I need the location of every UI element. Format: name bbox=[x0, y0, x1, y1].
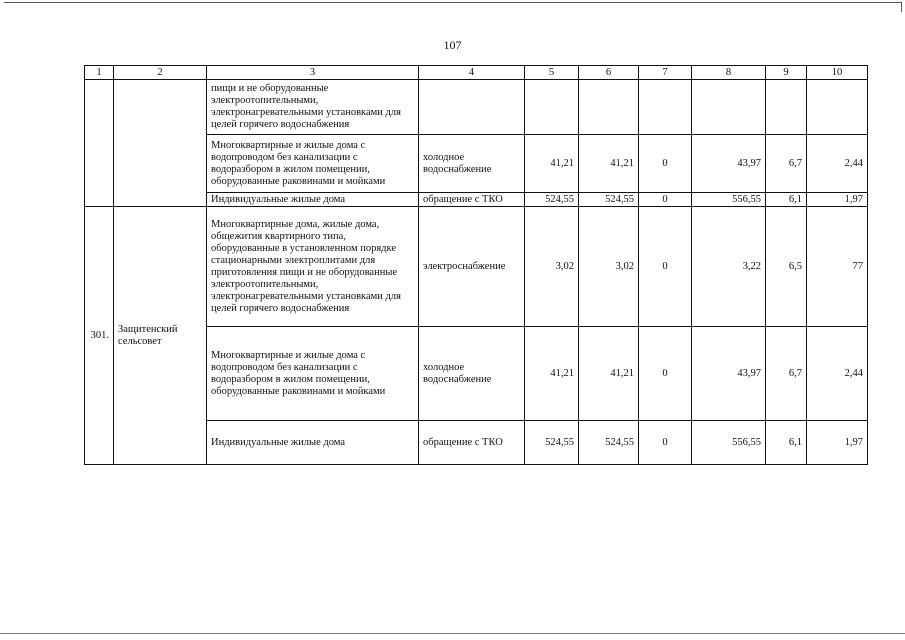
service-cell: холодное водоснабжение bbox=[419, 327, 525, 421]
value-cell bbox=[766, 80, 807, 135]
value-cell: 41,21 bbox=[525, 135, 579, 193]
value-cell: 3,22 bbox=[692, 207, 766, 327]
value-cell bbox=[579, 80, 639, 135]
value-cell: 1,97 bbox=[807, 421, 868, 465]
value-cell: 0 bbox=[639, 207, 692, 327]
value-cell: 43,97 bbox=[692, 135, 766, 193]
value-cell bbox=[807, 80, 868, 135]
header-cell: 2 bbox=[114, 66, 207, 80]
value-cell: 524,55 bbox=[579, 421, 639, 465]
value-cell: 6,7 bbox=[766, 327, 807, 421]
description-cell: пищи и не оборудованные электроотопительными, электронагревательными установками для целей горячего водоснабжения bbox=[207, 80, 419, 135]
settlement-cell-empty bbox=[114, 80, 207, 207]
value-cell: 556,55 bbox=[692, 421, 766, 465]
header-cell: 10 bbox=[807, 66, 868, 80]
value-cell: 3,02 bbox=[525, 207, 579, 327]
value-cell: 43,97 bbox=[692, 327, 766, 421]
value-cell: 3,02 bbox=[579, 207, 639, 327]
service-cell: обращение с ТКО bbox=[419, 193, 525, 207]
value-cell: 0 bbox=[639, 421, 692, 465]
value-cell: 524,55 bbox=[579, 193, 639, 207]
value-cell: 0 bbox=[639, 135, 692, 193]
value-cell: 1,97 bbox=[807, 193, 868, 207]
header-cell: 7 bbox=[639, 66, 692, 80]
header-cell: 4 bbox=[419, 66, 525, 80]
description-cell: Многоквартирные и жилые дома с водопроводом без канализации с водоразбором в жилом помещении, оборудованные раковинами и мойками bbox=[207, 135, 419, 193]
value-cell: 41,21 bbox=[579, 327, 639, 421]
row-number-cell: 301. bbox=[85, 207, 114, 465]
value-cell: 524,55 bbox=[525, 421, 579, 465]
value-cell bbox=[692, 80, 766, 135]
value-cell: 556,55 bbox=[692, 193, 766, 207]
value-cell: 41,21 bbox=[525, 327, 579, 421]
value-cell: 77 bbox=[807, 207, 868, 327]
value-cell: 0 bbox=[639, 193, 692, 207]
header-cell: 5 bbox=[525, 66, 579, 80]
value-cell: 524,55 bbox=[525, 193, 579, 207]
table-row bbox=[85, 207, 868, 327]
row-number-cell-empty bbox=[85, 80, 114, 207]
value-cell bbox=[525, 80, 579, 135]
header-cell: 8 bbox=[692, 66, 766, 80]
value-cell: 0 bbox=[639, 327, 692, 421]
service-cell: электроснабжение bbox=[419, 207, 525, 327]
table-row bbox=[85, 80, 868, 135]
settlement-name-cell: Защитенский сельсовет bbox=[114, 207, 207, 465]
tariff-table bbox=[84, 65, 868, 465]
value-cell bbox=[639, 80, 692, 135]
value-cell: 2,44 bbox=[807, 327, 868, 421]
value-cell: 6,7 bbox=[766, 135, 807, 193]
description-cell: Многоквартирные и жилые дома с водопроводом без канализации с водоразбором в жилом помещении, оборудованные раковинами и мойками bbox=[207, 327, 419, 421]
page-number: 107 bbox=[443, 38, 462, 52]
service-cell: обращение с ТКО bbox=[419, 421, 525, 465]
header-cell: 3 bbox=[207, 66, 419, 80]
header-cell: 9 bbox=[766, 66, 807, 80]
scan-frame-right-line bbox=[901, 2, 902, 12]
value-cell: 6,5 bbox=[766, 207, 807, 327]
value-cell: 6,1 bbox=[766, 193, 807, 207]
value-cell: 2,44 bbox=[807, 135, 868, 193]
description-cell: Многоквартирные дома, жилые дома, общежития квартирного типа, оборудованные в установленном порядке стационарными электроплитами для приготовления пищи и не оборудованные электроотопительными, электронагревательными установками для целей горячего водоснабжения bbox=[207, 207, 419, 327]
description-cell: Индивидуальные жилые дома bbox=[207, 421, 419, 465]
description-cell: Индивидуальные жилые дома bbox=[207, 193, 419, 207]
value-cell: 41,21 bbox=[579, 135, 639, 193]
header-cell: 1 bbox=[85, 66, 114, 80]
service-cell bbox=[419, 80, 525, 135]
scan-frame-top-line bbox=[4, 2, 901, 3]
table-header-row bbox=[85, 66, 868, 80]
service-cell: холодное водоснабжение bbox=[419, 135, 525, 193]
value-cell: 6,1 bbox=[766, 421, 807, 465]
scan-frame-bottom-line bbox=[0, 633, 905, 634]
header-cell: 6 bbox=[579, 66, 639, 80]
